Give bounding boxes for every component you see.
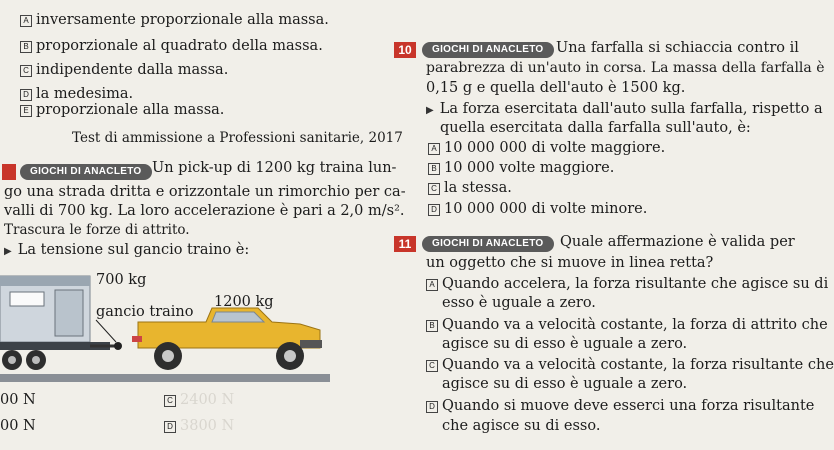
q10-prompt-1: ▶ La forza esercitata dall'auto sulla farfalla, rispetto a (426, 101, 823, 117)
q9-answer-c (164, 392, 234, 408)
q10-line-1: Una farfalla si schiaccia contro il (556, 40, 799, 56)
q10-line-2: parabrezza di un'auto in corsa. La massa della farfalla è (426, 60, 825, 76)
option-text: indipendente dalla massa. (36, 62, 229, 78)
label-hook: gancio traino (96, 304, 194, 320)
option-letter-box: A (428, 143, 440, 155)
option-letter-box: B (20, 41, 32, 53)
tow-diagram (0, 262, 330, 384)
prev-option-c (20, 62, 228, 78)
option-letter-box: C (164, 395, 176, 407)
q10-option-c: C la stessa. (428, 180, 512, 196)
question-badge-9 (2, 164, 16, 180)
q10-line-3: 0,15 g e quella dell'auto è 1500 kg. (426, 80, 686, 96)
trailer-hub-1 (8, 356, 16, 364)
prev-option-b (20, 38, 323, 54)
option-letter-box: C (20, 65, 32, 77)
option-letter-box: B (428, 163, 440, 175)
option-text: la medesima. (36, 86, 134, 102)
q9-line-1: Un pick-up di 1200 kg traina lun- (152, 160, 397, 176)
prev-option-a (20, 12, 329, 28)
q9-line-3: valli di 700 kg. La loro accelerazione è pari a 2,0 m/s². (4, 203, 405, 219)
option-letter-box: A (426, 279, 438, 291)
prev-option-e (20, 102, 224, 118)
q10-prompt-2: quella esercitata dalla farfalla sull'auto, è: (440, 120, 751, 136)
q11-option-b: B Quando va a velocità costante, la forza di attrito che (426, 317, 828, 333)
truck-hub-front (284, 350, 296, 362)
q10-option-a: A 10 000 000 di volte maggiore. (428, 140, 665, 156)
truck-taillight (132, 336, 142, 342)
option-letter-box: C (428, 183, 440, 195)
q11-option-d: D Quando si muove deve esserci una forza risultante (426, 398, 814, 414)
trailer-window (10, 292, 44, 306)
option-letter-box: A (20, 15, 32, 27)
faded-text: 2400 N (180, 392, 235, 408)
q9-answer-d (164, 418, 234, 434)
label-truck-mass: 1200 kg (214, 294, 274, 310)
option-text: proporzionale al quadrato della massa. (36, 38, 323, 54)
q9-tag: GIOCHI DI ANACLETO (20, 164, 152, 180)
trailer-roof (0, 276, 90, 286)
trailer-door (55, 290, 83, 336)
q10-option-b: B 10 000 volte maggiore. (428, 160, 614, 176)
q9-line-4: Trascura le forze di attrito. (4, 222, 190, 238)
question-badge-11: 11 (394, 236, 416, 252)
question-badge-10: 10 (394, 42, 416, 58)
trailer-hub-2 (32, 356, 40, 364)
faded-text: 3800 N (180, 418, 235, 434)
option-letter-box: D (164, 421, 176, 433)
label-trailer-mass: 700 kg (96, 272, 147, 288)
q9-answer-partial-1: 00 N (0, 392, 36, 408)
source-citation: Test di ammissione a Professioni sanitarie, 2017 (72, 130, 403, 146)
q11-option-a-cont: esso è uguale a zero. (442, 295, 596, 311)
q11-line-2: un oggetto che si muove in linea retta? (426, 255, 714, 271)
q11-line-1: Quale affermazione è valida per (560, 234, 795, 250)
q10-tag: GIOCHI DI ANACLETO (422, 42, 554, 58)
option-letter-box: D (428, 204, 440, 216)
arrow-icon: ▶ (4, 246, 12, 257)
option-letter-box: E (20, 105, 32, 117)
q11-option-d-cont: che agisce su di esso. (442, 418, 601, 434)
road (0, 374, 330, 382)
q10-option-d: D 10 000 000 di volte minore. (428, 201, 647, 217)
q11-option-c-cont: agisce su di esso è uguale a zero. (442, 376, 688, 392)
q9-answer-partial-2: 00 N (0, 418, 36, 434)
arrow-icon: ▶ (426, 105, 434, 116)
option-text: proporzionale alla massa. (36, 102, 225, 118)
q11-option-b-cont: agisce su di esso è uguale a zero. (442, 336, 688, 352)
q11-tag: GIOCHI DI ANACLETO (422, 236, 554, 252)
hitch-ball (114, 342, 122, 350)
hitch-leader-line (96, 320, 116, 342)
option-text: inversamente proporzionale alla massa. (36, 12, 329, 28)
q9-prompt: ▶ La tensione sul gancio traino è: (4, 242, 250, 258)
option-letter-box: C (426, 360, 438, 372)
q11-option-c: C Quando va a velocità costante, la forza risultante che (426, 357, 834, 373)
option-letter-box: D (426, 401, 438, 413)
option-letter-box: D (20, 89, 32, 101)
prev-option-d (20, 86, 133, 102)
truck-bumper (300, 340, 322, 348)
q9-line-2: go una strada dritta e orizzontale un rimorchio per ca- (4, 184, 406, 200)
truck-hub-rear (162, 350, 174, 362)
truck-windows (212, 312, 264, 322)
q11-option-a: A Quando accelera, la forza risultante che agisce su di (426, 276, 828, 292)
option-letter-box: B (426, 320, 438, 332)
